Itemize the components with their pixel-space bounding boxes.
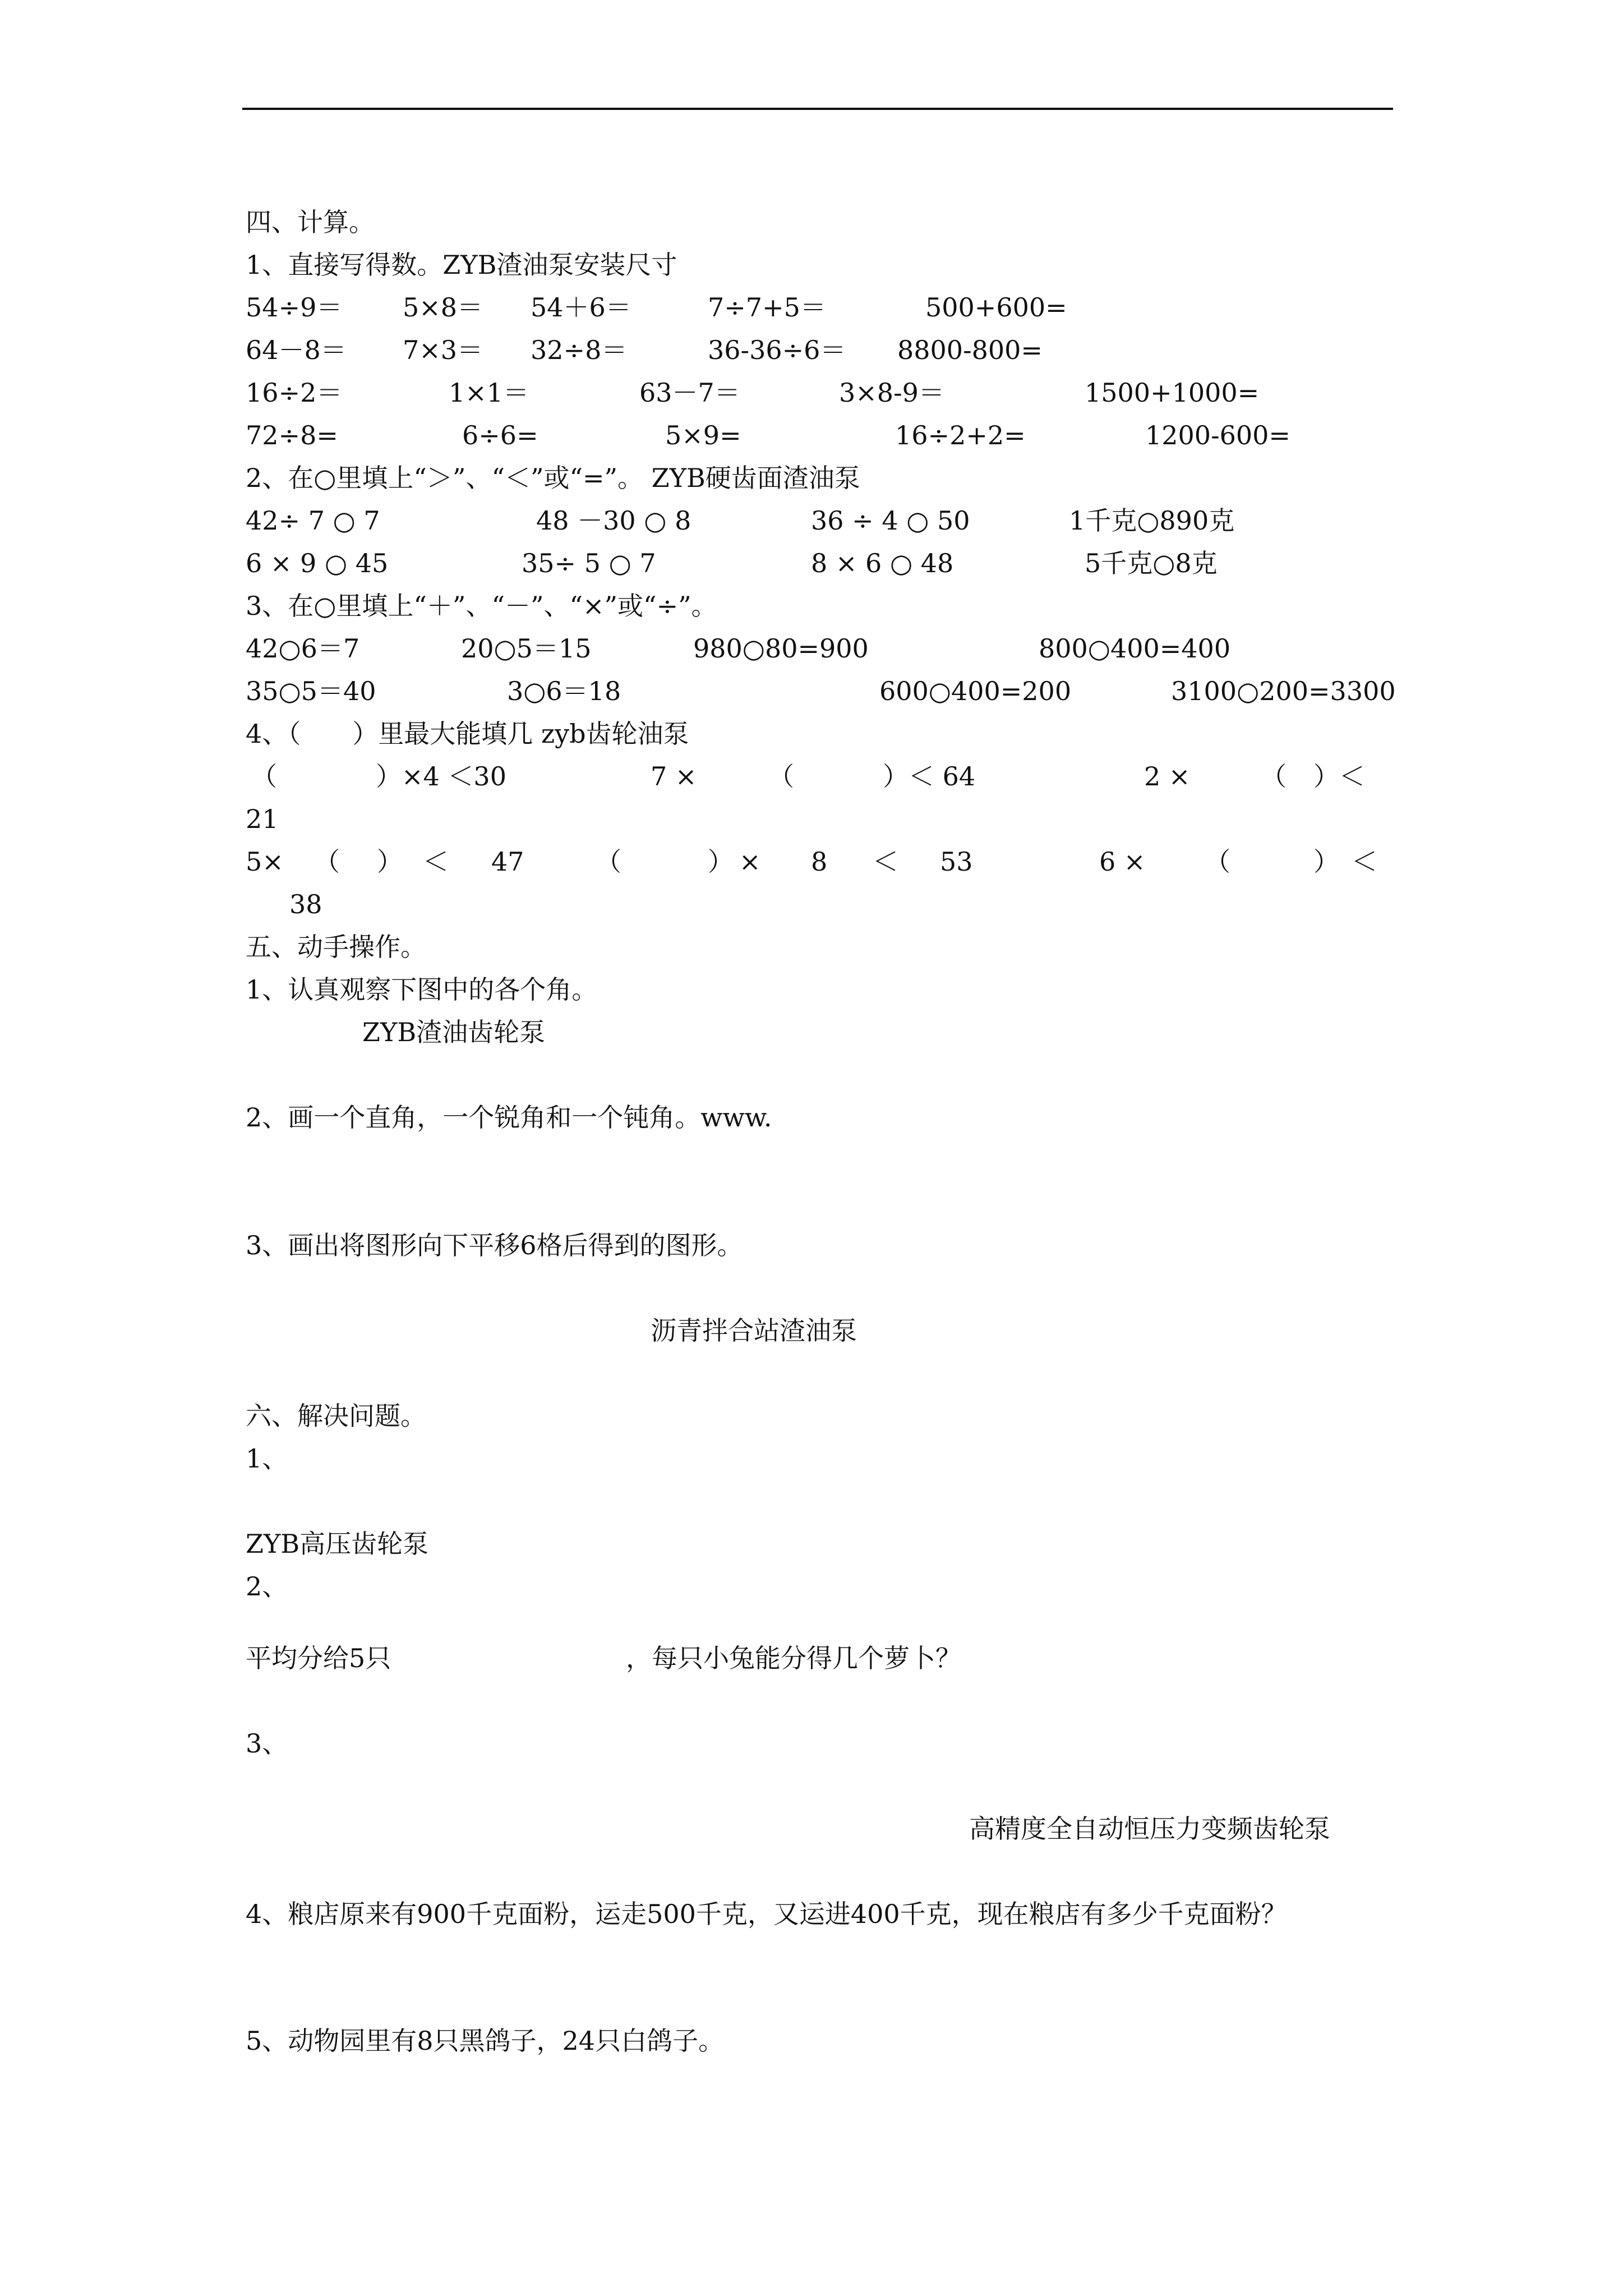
compare-item: 36 ÷ 4 ○ 50: [811, 505, 970, 536]
calc-item: 64－8＝: [246, 335, 347, 365]
operator-item: 600○400=200: [879, 676, 1072, 706]
sec5-q1-caption: ZYB渣油齿轮泵: [362, 1017, 546, 1047]
compare-item: 48 －30 ○ 8: [536, 505, 691, 536]
fill-item: ）＜ 64: [883, 761, 976, 792]
calc-item: 54＋6＝: [531, 292, 631, 323]
sec6-q1: 1、: [246, 1443, 288, 1474]
compare-item: 42÷ 7 ○ 7: [246, 505, 380, 536]
fill-item: （: [1205, 846, 1230, 877]
operator-item: 800○400=400: [1039, 633, 1231, 664]
fill-item: ＜: [1352, 846, 1377, 877]
calc-item: 500+600=: [925, 292, 1067, 323]
compare-item: 1千克○890克: [1069, 505, 1235, 536]
fill-item: 53: [940, 846, 973, 877]
calc-item: 7×3＝: [403, 335, 483, 365]
operator-item: 42○6＝7: [246, 633, 360, 664]
q4-title: 4、（ ）里最大能填几 zyb齿轮油泵: [246, 719, 689, 749]
fill-item: ＜: [423, 846, 449, 877]
sec6-q2-part-b: ，每只小兔能分得几个萝卜？: [626, 1643, 961, 1673]
section-5-title: 五、动手操作。: [246, 932, 426, 962]
sec6-q3-caption: 高精度全自动恒压力变频齿轮泵: [969, 1814, 1330, 1844]
calc-item: 1×1＝: [449, 378, 529, 408]
fill-item: （: [596, 846, 621, 877]
fill-item: ）: [1313, 846, 1339, 877]
calc-item: 3×8-9＝: [839, 378, 944, 408]
fill-item: （: [251, 761, 277, 792]
operator-item: 35○5＝40: [246, 676, 376, 706]
section-6-title: 六、解决问题。: [246, 1401, 426, 1431]
fill-item: ）: [377, 846, 403, 877]
calc-item: 6÷6=: [462, 420, 538, 450]
sec5-q1: 1、认真观察下图中的各个角。: [246, 974, 598, 1005]
calc-item: 72÷8=: [246, 420, 338, 450]
fill-item: 5×: [246, 846, 284, 877]
operator-item: 20○5＝15: [461, 633, 592, 664]
calc-item: 54÷9＝: [246, 292, 343, 323]
sec5-q3-caption: 沥青拌合站渣油泵: [651, 1315, 857, 1346]
fill-item: ）×4 ＜30: [376, 761, 506, 792]
operator-item: 3100○200=3300: [1171, 676, 1396, 706]
fill-item: ）: [708, 846, 734, 877]
sec6-q2: 2、: [246, 1571, 288, 1602]
fill-item: 21: [246, 804, 279, 834]
calc-item: 1200-600=: [1145, 420, 1290, 450]
compare-item: 5千克○8克: [1085, 548, 1218, 578]
sec6-q5: 5、动物园里有8只黑鸽子，24只白鸽子。: [246, 2026, 725, 2056]
compare-item: 6 × 9 ○ 45: [246, 548, 389, 578]
sec5-q3: 3、画出将图形向下平移6格后得到的图形。: [246, 1230, 743, 1260]
calc-item: 5×8＝: [403, 292, 483, 323]
sec6-q4: 4、粮店原来有900千克面粉，运走500千克，又运进400千克，现在粮店有多少千克面粉？: [246, 1899, 1287, 1929]
header-rule: [242, 108, 1393, 110]
calc-item: 16÷2+2=: [895, 420, 1026, 450]
operator-item: 3○6＝18: [507, 676, 621, 706]
fill-item: 38: [289, 889, 322, 919]
fill-item: ×: [739, 846, 761, 877]
section-4-title: 四、计算。: [246, 207, 375, 237]
fill-item: （: [768, 761, 794, 792]
sec6-q1-caption: ZYB高压齿轮泵: [246, 1529, 429, 1559]
fill-item: ＜: [873, 846, 898, 877]
fill-item: 47: [491, 846, 524, 877]
fill-item: ）＜: [1313, 761, 1365, 792]
calc-item: 63－7＝: [639, 378, 740, 408]
q3-title: 3、在○里填上“＋”、“－”、“×”或“÷”。: [246, 591, 717, 621]
calc-item: 32÷8＝: [531, 335, 628, 365]
calc-item: 16÷2＝: [246, 378, 343, 408]
calc-item: 8800-800=: [897, 335, 1043, 365]
fill-item: 2 ×: [1144, 761, 1191, 792]
calc-item: 7÷7+5＝: [708, 292, 826, 323]
fill-item: 6 ×: [1099, 846, 1146, 877]
compare-item: 8 × 6 ○ 48: [811, 548, 954, 578]
sec6-q3: 3、: [246, 1728, 288, 1759]
fill-item: 7 ×: [651, 761, 697, 792]
fill-item: （: [1261, 761, 1287, 792]
calc-item: 1500+1000=: [1085, 378, 1260, 408]
compare-item: 35÷ 5 ○ 7: [522, 548, 656, 578]
q2-title: 2、在○里填上“＞”、“＜”或“=”。 ZYB硬齿面渣油泵: [246, 463, 860, 493]
calc-item: 36-36÷6＝: [708, 335, 846, 365]
sec5-q2: 2、画一个直角，一个锐角和一个钝角。www.: [246, 1102, 772, 1133]
calc-item: 5×9=: [665, 420, 741, 450]
q1-title: 1、直接写得数。ZYB渣油泵安装尺寸: [246, 250, 677, 280]
operator-item: 980○80=900: [693, 633, 869, 664]
sec6-q2-part-a: 平均分给5只: [246, 1643, 391, 1673]
fill-item: 8: [811, 846, 828, 877]
fill-item: （: [314, 846, 340, 877]
